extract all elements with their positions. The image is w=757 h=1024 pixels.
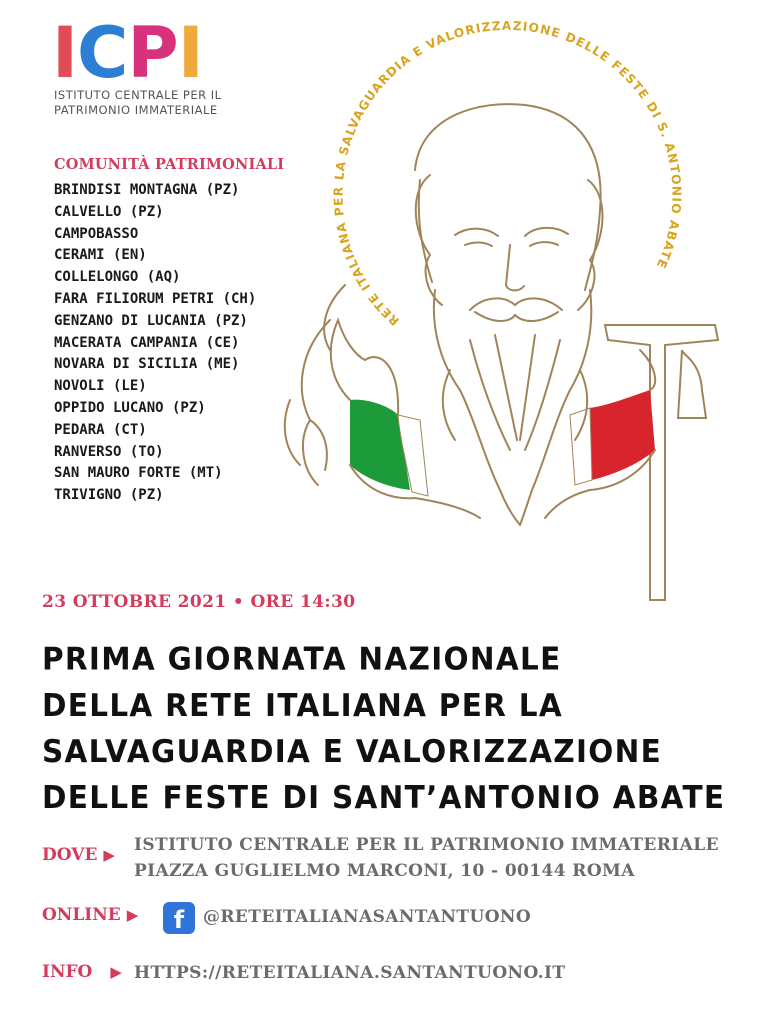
where-label — [42, 845, 115, 865]
logo-letter: I — [52, 12, 78, 94]
community-item: NOVARA DI SICILIA (ME) — [54, 356, 240, 373]
community-item: MACERATA CAMPANIA (CE) — [54, 334, 240, 351]
where-label-text: DOVE — [42, 845, 98, 865]
community-item: BRINDISI MONTAGNA (PZ) — [54, 182, 240, 198]
community-item: RANVERSO (TO) — [54, 443, 164, 460]
community-item: COLLELONGO (AQ) — [54, 269, 181, 286]
logo-letter: P — [127, 12, 178, 94]
icpi-logo — [52, 12, 292, 128]
community-item: GENZANO DI LUCANIA (PZ) — [54, 312, 248, 329]
info-label-text: INFO — [42, 962, 93, 982]
community-item: SAN MAURO FORTE (MT) — [54, 465, 223, 482]
triangle-right-icon: ▶ — [110, 963, 122, 981]
community-item: NOVOLI (LE) — [54, 378, 147, 395]
community-item: FARA FILIORUM PETRI (CH) — [54, 290, 257, 307]
triangle-right-icon: ▶ — [103, 846, 115, 864]
communities-title: COMUNITÀ PATRIMONIALI — [54, 156, 285, 173]
halo-text: RETE ITALIANA PER LA SALVAGUARDIA E VALORIZZAZIONE DELLE FESTE DI S. ANTONIO ABATE — [331, 20, 684, 329]
where-line: ISTITUTO CENTRALE PER IL PATRIMONIO IMMATERIALE — [134, 835, 719, 855]
community-item: TRIVIGNO (PZ) — [54, 487, 164, 504]
event-headline — [42, 636, 725, 821]
logo-subtitle-line: ISTITUTO CENTRALE PER IL — [54, 88, 222, 102]
online-label-text: ONLINE — [42, 905, 121, 925]
info-url[interactable]: HTTPS://RETEITALIANA.SANTANTUONO.IT — [134, 963, 566, 983]
logo-subtitle — [54, 88, 222, 118]
saint-antonio-illustration — [270, 20, 740, 620]
online-handle[interactable]: @RETEITALIANASANTANTUONO — [203, 907, 532, 927]
event-date: 23 OTTOBRE 2021 • ORE 14:30 — [42, 592, 356, 612]
community-item: CAMPOBASSO — [54, 225, 139, 242]
headline-line: PRIMA GIORNATA NAZIONALE — [42, 641, 562, 677]
online-label — [42, 905, 138, 925]
headline-line: DELLE FESTE DI SANT’ANTONIO ABATE — [42, 779, 726, 816]
info-label — [42, 962, 122, 982]
logo-subtitle-line: PATRIMONIO IMMATERIALE — [54, 103, 218, 117]
logo-letter: I — [177, 12, 203, 94]
community-item: CERAMI (EN) — [54, 247, 147, 264]
logo-letter: C — [77, 12, 128, 94]
headline-line: DELLA RETE ITALIANA PER LA — [42, 687, 563, 724]
facebook-icon[interactable]: f — [163, 902, 195, 934]
community-item: OPPIDO LUCANO (PZ) — [54, 399, 206, 416]
community-item: PEDARA (CT) — [54, 421, 147, 438]
logo-letters — [52, 12, 203, 94]
headline-line: SALVAGUARDIA E VALORIZZAZIONE — [42, 733, 663, 770]
community-item: CALVELLO (PZ) — [54, 203, 164, 220]
triangle-right-icon: ▶ — [126, 906, 139, 924]
where-line: PIAZZA GUGLIELMO MARCONI, 10 - 00144 ROMA — [134, 861, 635, 881]
where-address — [134, 832, 719, 884]
flag-scarf — [350, 390, 655, 496]
communities-list — [54, 180, 256, 507]
